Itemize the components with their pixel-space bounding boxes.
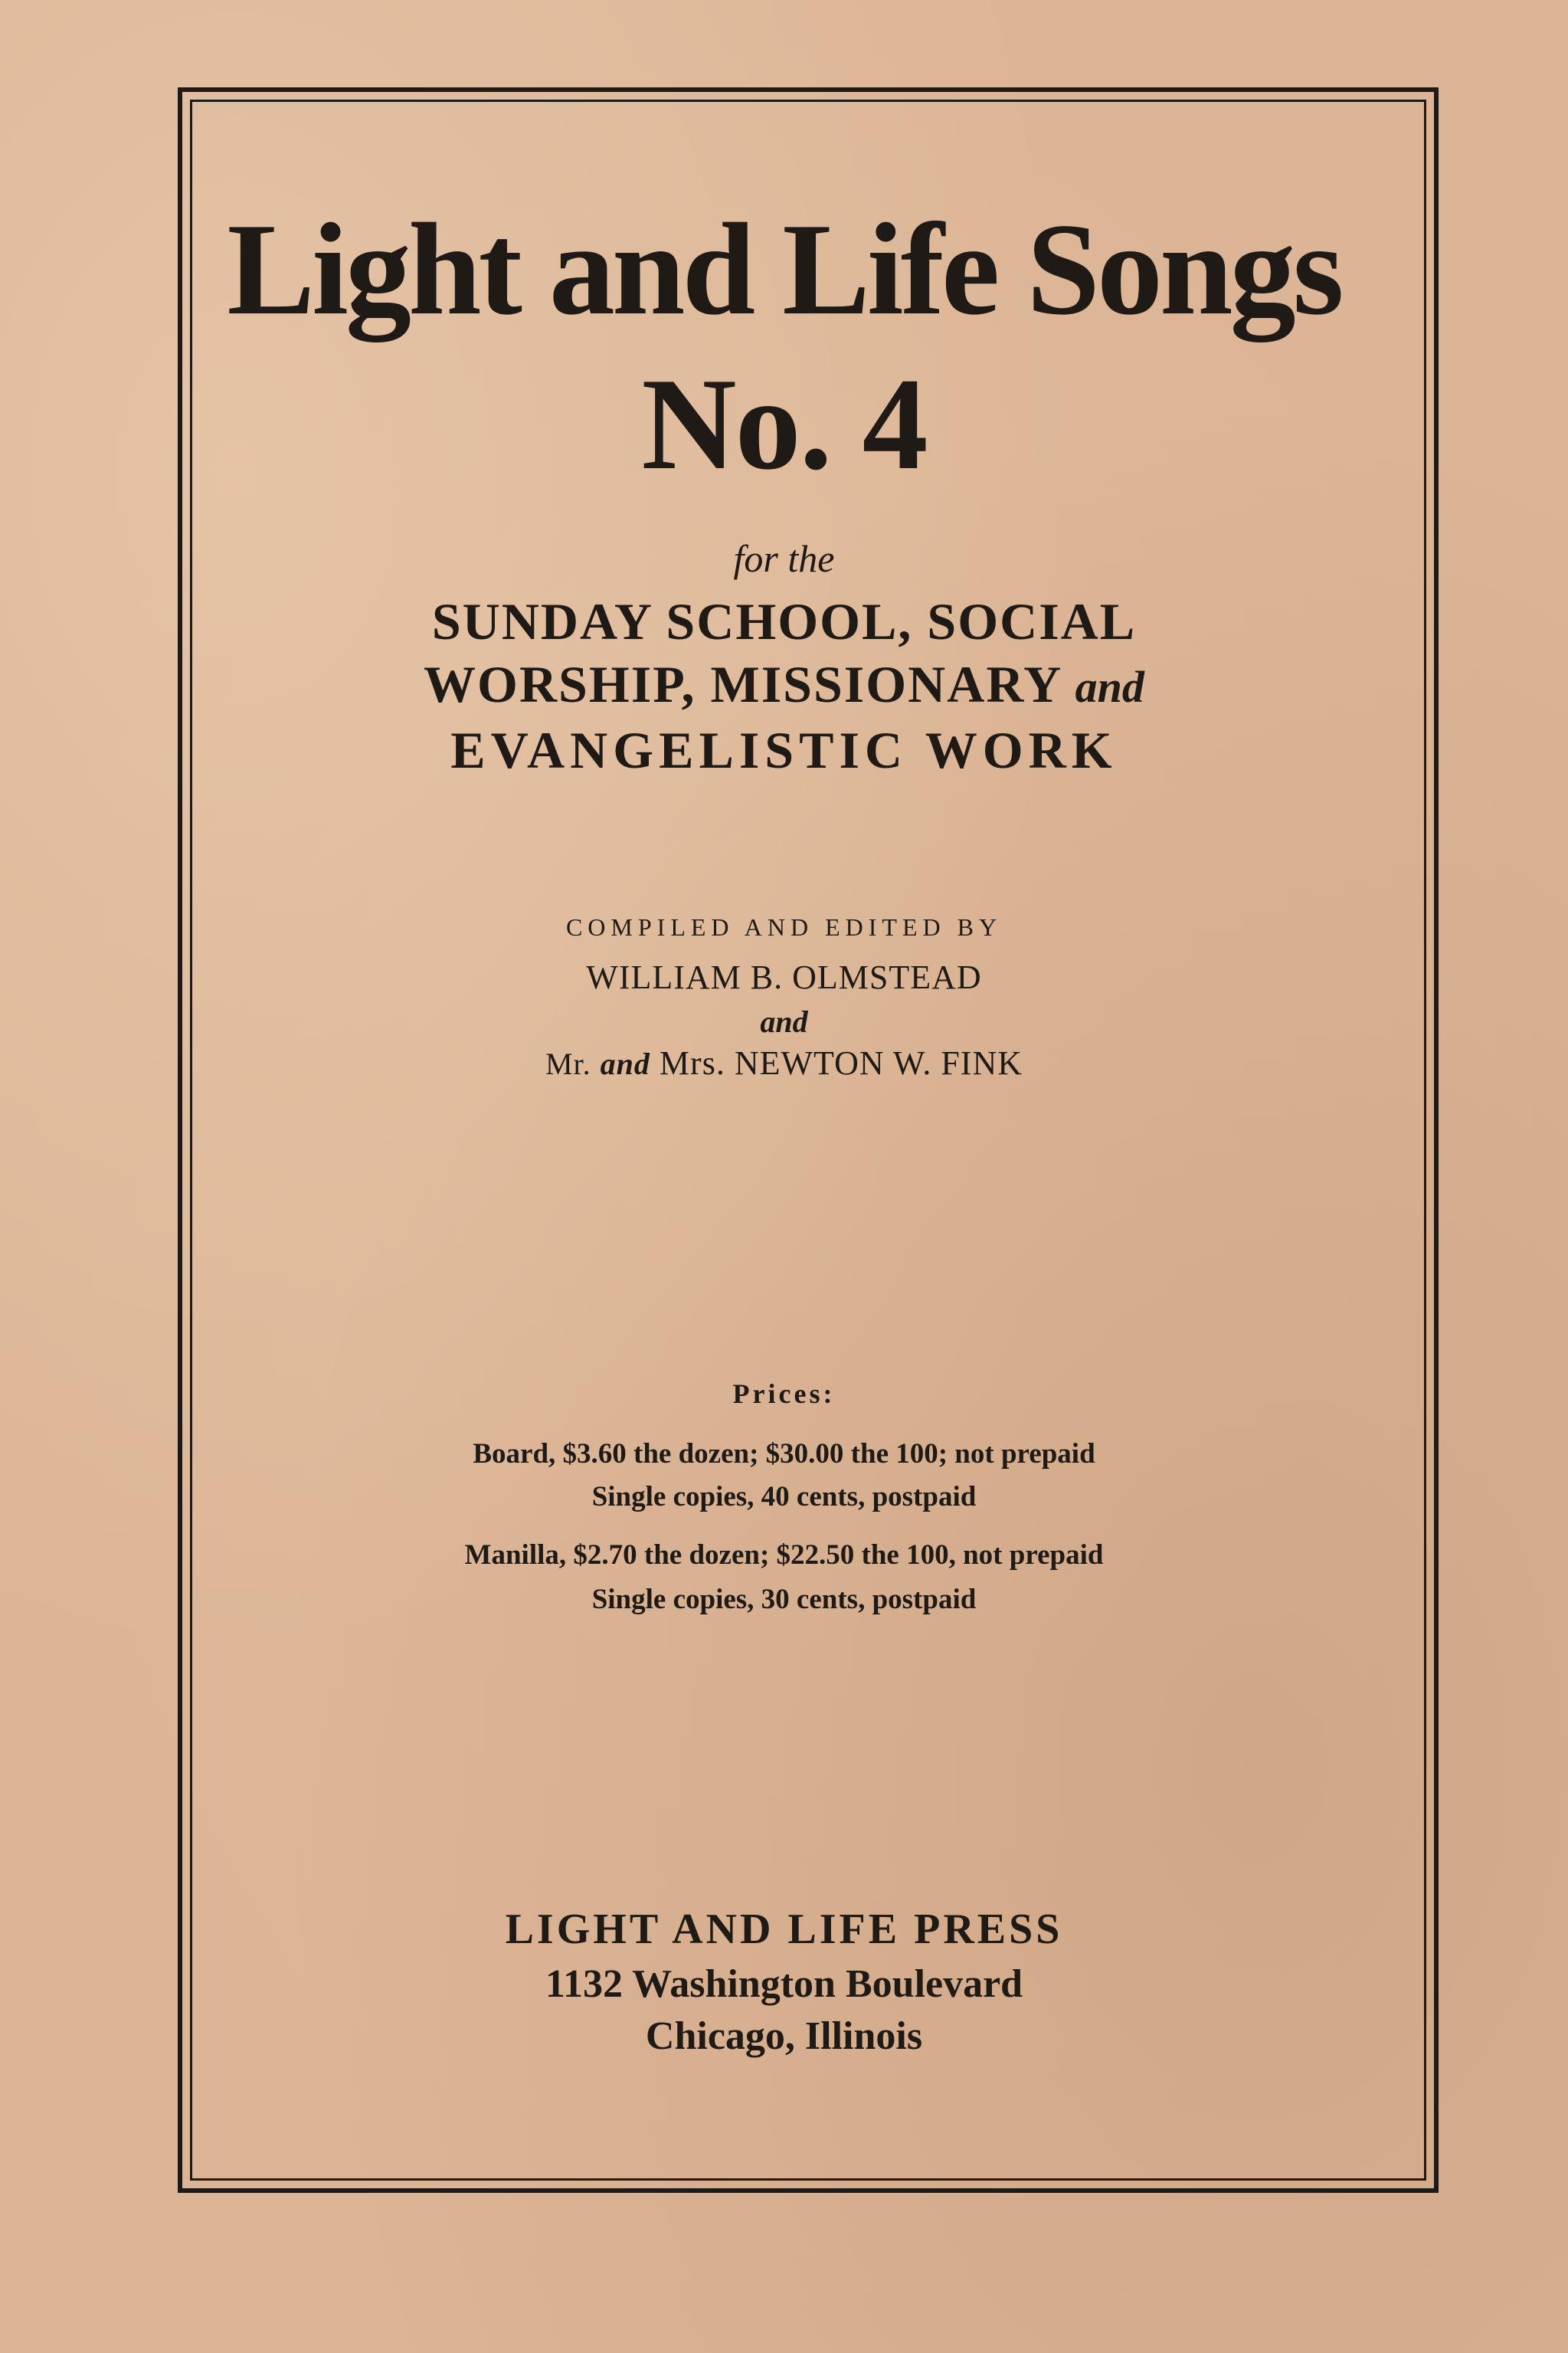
subtitle-for-the: for the bbox=[733, 537, 835, 580]
editor-name-1: WILLIAM B. OLMSTEAD bbox=[586, 959, 982, 996]
subtitle-line-3: EVANGELISTIC WORK bbox=[450, 721, 1118, 779]
subtitle-line-2 bbox=[0, 653, 1568, 719]
price-board: Board, $3.60 the dozen; $30.00 the 100; not prepaid bbox=[473, 1438, 1095, 1470]
editor2-and: and bbox=[600, 1047, 650, 1081]
publisher-name: LIGHT AND LIFE PRESS bbox=[505, 1906, 1063, 1953]
price-board-single: Single copies, 40 cents, postpaid bbox=[591, 1481, 977, 1512]
price-manilla-single: Single copies, 30 cents, postpaid bbox=[591, 1584, 977, 1615]
subtitle-line-2-and: and bbox=[1075, 662, 1144, 712]
publisher-city: Chicago, Illinois bbox=[645, 2014, 923, 2058]
editor2-mr: Mr. bbox=[545, 1047, 591, 1081]
subtitle-line-1: SUNDAY SCHOOL, SOCIAL bbox=[431, 592, 1137, 651]
book-title: Light and Life Songs bbox=[227, 197, 1341, 342]
subtitle-line-2-text: WORSHIP, MISSIONARY bbox=[424, 655, 1061, 713]
price-manilla: Manilla, $2.70 the dozen; $22.50 the 100, not prepaid bbox=[464, 1539, 1104, 1571]
subtitle-purpose bbox=[0, 590, 1568, 782]
editor2-rest: Mrs. NEWTON W. FINK bbox=[659, 1044, 1023, 1082]
publisher-address: 1132 Washington Boulevard bbox=[545, 1962, 1023, 2006]
prices-heading: Prices: bbox=[732, 1378, 836, 1409]
compiled-by-label: COMPILED AND EDITED BY bbox=[565, 913, 1003, 941]
editor-conjunction: and bbox=[760, 1004, 808, 1039]
book-volume-number: No. 4 bbox=[641, 352, 927, 497]
editor-name-2 bbox=[0, 1044, 1568, 1083]
